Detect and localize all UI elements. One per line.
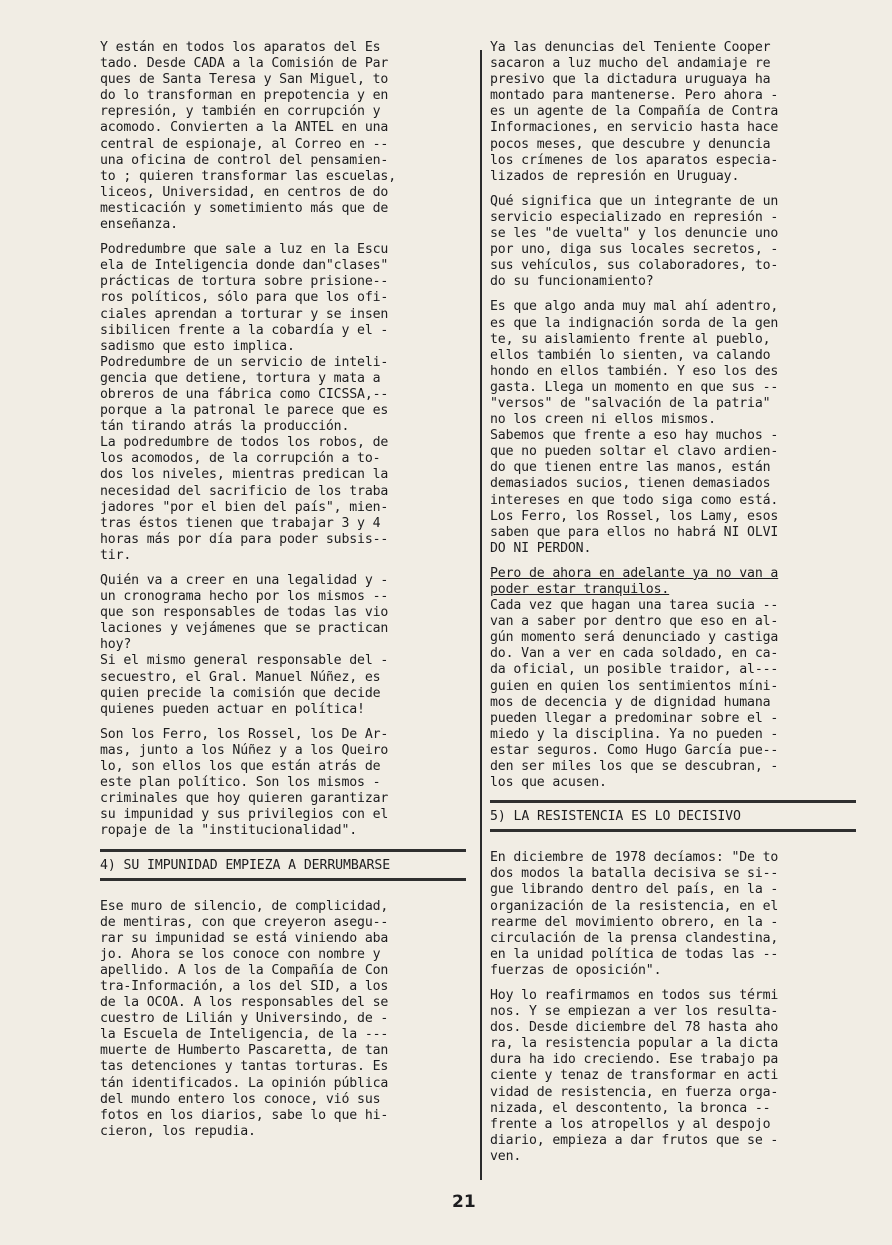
column-divider [480, 50, 482, 1180]
section-rule-bottom [100, 878, 466, 881]
paragraph: Quién va a creer en una legalidad y - un cronograma hecho por los mismos -- que son responsables de todas las vio laciones y vejámenes que se practican hoy? Si el mismo general responsable del - secuestro, el Gral. Manuel Núñez, es quien precide la comisión que decide quienes pueden actuar en política! [100, 573, 389, 717]
page-number: 21 [452, 1192, 476, 1212]
paragraph: Cada vez que hagan una tarea sucia -- van a saber por dentro que eso en al- gún momento será denunciado y castiga do. Van a ver en cada soldado, en ca- da oficial, un posible traidor, al--- guien en quien los sentimientos míni- mos de decencia y de dignidad humana pueden llegar a predominar sobre el - miedo y la disciplina. Ya no pueden - estar seguros. Como Hugo García pue-- den ser miles los que se descubran, - los que acusen. [490, 598, 779, 791]
paragraph: Podredumbre que sale a luz en la Escu ela de Inteligencia donde dan"clases" prácticas de tortura sobre prisione-- ros políticos, sólo para que los ofi- ciales aprendan a torturar y se insen sibilicen frente a la cobardía y el - sadismo que esto implica. Podredumbre de un servicio de inteli- gencia que detiene, tortura y mata a obreros de una fábrica como CICSSA,-- porque a la patronal le parece que es tán tirando atrás la producción. La podredumbre de todos los robos, de los acomodos, de la corrupción a to- dos los niveles, mientras predican la necesidad del sacrificio de los traba jadores "por el bien del país", mien- tras éstos tienen que trabajar 3 y 4 horas más por día para poder subsis-- tir. [100, 242, 389, 563]
paragraph: Ese muro de silencio, de complicidad, de mentiras, con que creyeron asegu-- rar su impunidad se está viniendo aba jo. Ahora se los conoce con nombre y apellido. A los de la Compañía de Con tra-Información, a los del SID, a los de la OCOA. A los responsables del se cuestro de Lilián y Universindo, de - la Escuela de Inteligencia, de la --- muerte de Humberto Pascaretta, de tan tas detenciones y tantas torturas. Es tán identificados. La opinión pública del mundo entero los conoce, vió sus fotos en los diarios, sabe lo que hi- cieron, los repudia. [100, 898, 389, 1139]
paragraph: En diciembre de 1978 decíamos: "De to dos modos la batalla decisiva se si-- gue librando dentro del país, en la - organización de la resistencia, en el rearme del movimiento obrero, en la - circulación de la prensa clandestina, en la unidad política de todas las -- fuerzas de oposición". [490, 850, 779, 978]
paragraph: Es que algo anda muy mal ahí adentro, es que la indignación sorda de la gen te, su aislamiento frente al pueblo, ellos también lo sienten, va calando hondo en ellos también. Y eso los des gasta. Llega un momento en que sus -- "versos" de "salvación de la patria" no los creen ni ellos mismos. Sabemos que frente a eso hay muchos - que no pueden soltar el clavo ardien- do que tienen entre las manos, están demasiados sucios, tienen demasiados intereses en que todo siga como está. Los Ferro, los Rossel, los Lamy, esos saben que para ellos no habrá NI OLVI DO NI PERDON. [490, 299, 779, 556]
section-title: 5) LA RESISTENCIA ES LO DECISIVO [490, 809, 741, 825]
paragraph: Son los Ferro, los Rossel, los De Ar- mas, junto a los Núñez y a los Queiro lo, son ellos los que están atrás de este plan político. Son los mismos - criminales que hoy quieren garantizar su impunidad y sus privilegios con el ropaje de la "institucionalidad". [100, 726, 389, 839]
section-heading-4 [100, 849, 466, 881]
paragraph: Hoy lo reafirmamos en todos sus térmi nos. Y se empiezan a ver los resulta- dos. Desde diciembre del 78 hasta aho ra, la resistencia popular a la dicta dura ha ido creciendo. Ese trabajo pa ciente y tenaz de transformar en acti vidad de resistencia, en fuerza orga- nizada, el descontento, la bronca -- frente a los atropellos y al despojo diario, empieza a dar frutos que se - ven. [490, 987, 779, 1164]
section-rule-bottom [490, 829, 856, 832]
paragraph: Qué significa que un integrante de un servicio especializado en represión - se les "de vuelta" y los denuncie uno por uno, diga sus locales secretos, - sus vehículos, sus colaboradores, to- do su funcionamiento? [490, 193, 779, 290]
left-column [100, 40, 466, 1149]
right-column [490, 40, 856, 1174]
section-heading-5 [490, 800, 856, 832]
section-title: 4) SU IMPUNIDAD EMPIEZA A DERRUMBARSE [100, 857, 391, 873]
paragraph: Y están en todos los aparatos del Es tado. Desde CADA a la Comisión de Par ques de Santa Teresa y San Miguel, to do lo transforman en prepotencia y en represión, y también en corrupción y acomodo. Convierten a la ANTEL en una central de espionaje, al Correo en -- una oficina de control del pensamien- to ; quieren transformar las escuelas, liceos, Universidad, en centros de do mesticación y sometimiento más que de enseñanza. [100, 40, 397, 233]
paragraph: Ya las denuncias del Teniente Cooper sacaron a luz mucho del andamiaje re presivo que la dictadura uruguaya ha montado para mantenerse. Pero ahora - es un agente de la Compañía de Contra Informaciones, en servicio hasta hace pocos meses, que descubre y denuncia los crímenes de los aparatos especia- lizados de represión en Uruguay. [490, 40, 779, 184]
underlined-statement: Pero de ahora en adelante ya no van a poder estar tranquilos. [490, 565, 779, 597]
